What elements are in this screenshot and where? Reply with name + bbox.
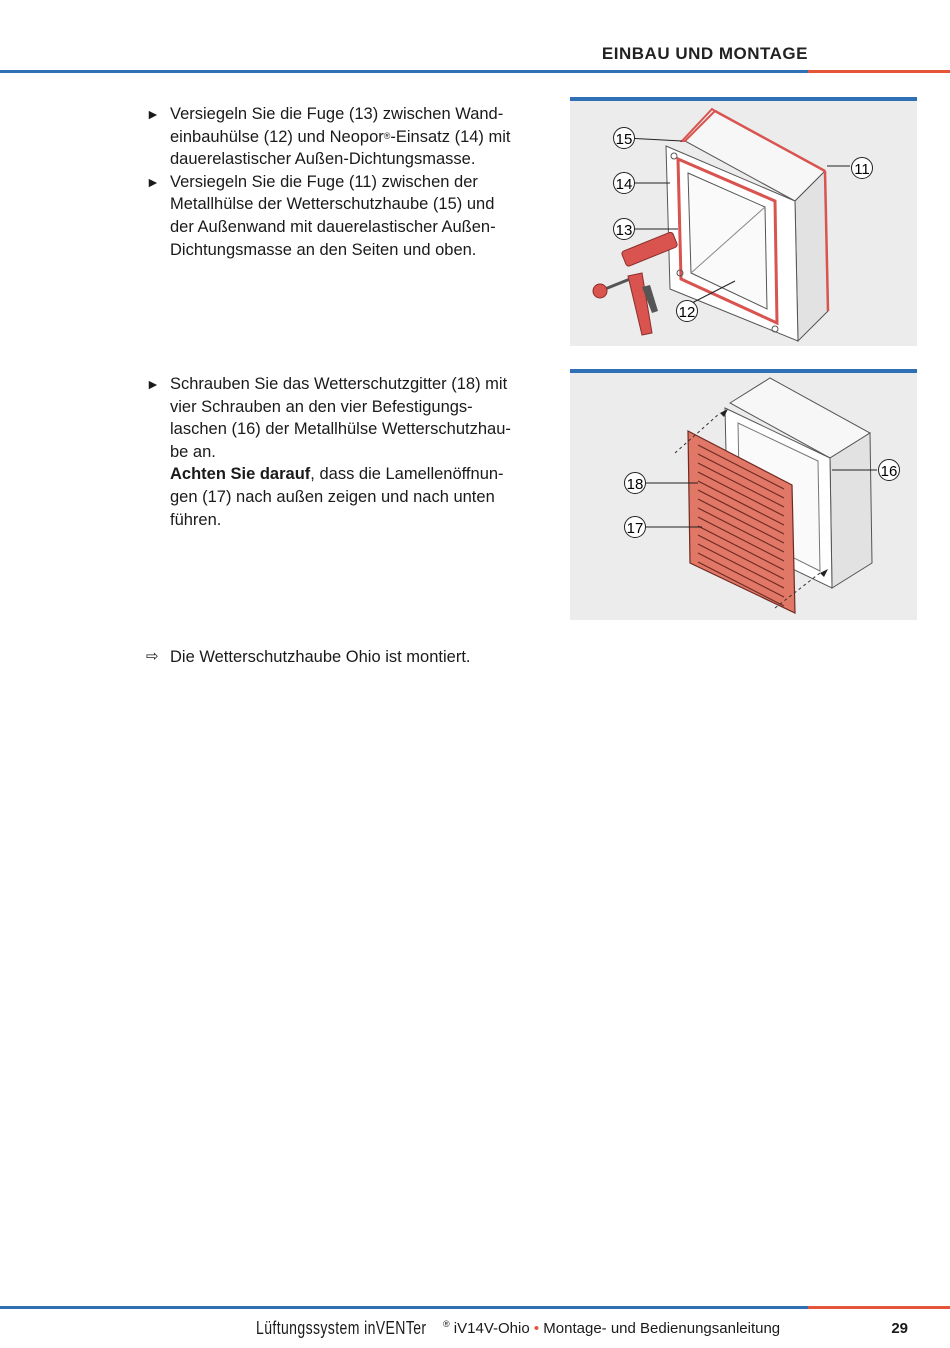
svg-text:13: 13 xyxy=(615,222,633,239)
section-1-instructions xyxy=(146,103,556,261)
footer-rule xyxy=(0,1306,950,1309)
section-2-instructions xyxy=(146,373,556,531)
step-seal-joint-13: ► Versiegeln Sie die Fuge (13) zwischen Wand- einbauhülse (12) und Neopor®-Einsatz (14) mit dauerelastischer Außen-Dichtungsmasse. xyxy=(146,105,511,169)
hollow-arrow-icon: ⇨ xyxy=(146,648,159,665)
svg-text:11: 11 xyxy=(854,161,870,178)
callout-15 xyxy=(614,128,635,149)
figure-grille-illustration xyxy=(570,369,917,620)
step-screw-grille: ► Schrauben Sie das Wetterschutzgitter (18) mit vier Schrauben an den vier Befestigungs- laschen (16) der Metallhülse Wetterschutzhau- be an. Achten Sie darauf, dass die Lamellenöffnun- gen (17) nach außen zeigen und nach unten führen. xyxy=(146,375,511,529)
svg-text:12: 12 xyxy=(678,304,696,321)
callout-18 xyxy=(625,473,646,494)
figure-sealing-illustration xyxy=(570,97,917,346)
note-emphasis: Achten Sie darauf xyxy=(170,465,311,484)
step-seal-joint-11: ► Versiegeln Sie die Fuge (11) zwischen der Metallhülse der Wetterschutzhaube (15) und der Außenwand mit dauerelastischer Außen- Dichtungsmasse an den Seiten und oben. xyxy=(146,172,496,259)
footer-document-info: ® iV14V-Ohio • Montage- und Bedienungsanleitung xyxy=(443,1319,781,1337)
callout-13 xyxy=(614,219,635,240)
callout-11 xyxy=(852,158,873,179)
svg-text:16: 16 xyxy=(880,463,898,480)
right-triangle-icon: ► xyxy=(146,173,160,190)
callout-16 xyxy=(879,460,900,481)
right-triangle-icon: ► xyxy=(146,106,160,122)
section-title: EINBAU UND MONTAGE xyxy=(601,44,808,63)
svg-text:14: 14 xyxy=(615,176,633,193)
svg-text:18: 18 xyxy=(626,476,644,493)
callout-17 xyxy=(625,517,646,538)
svg-text:17: 17 xyxy=(626,520,644,537)
brand-name: Lüftungssystem inVENTer xyxy=(256,1318,427,1338)
result-line: ⇨ Die Wetterschutzhaube Ohio ist montiert. xyxy=(146,646,646,669)
right-triangle-icon: ► xyxy=(146,376,160,392)
header-rule xyxy=(0,70,950,73)
callout-14 xyxy=(614,173,635,194)
callout-12 xyxy=(677,301,698,322)
page-number: 29 xyxy=(891,1320,908,1337)
svg-text:15: 15 xyxy=(615,131,633,148)
